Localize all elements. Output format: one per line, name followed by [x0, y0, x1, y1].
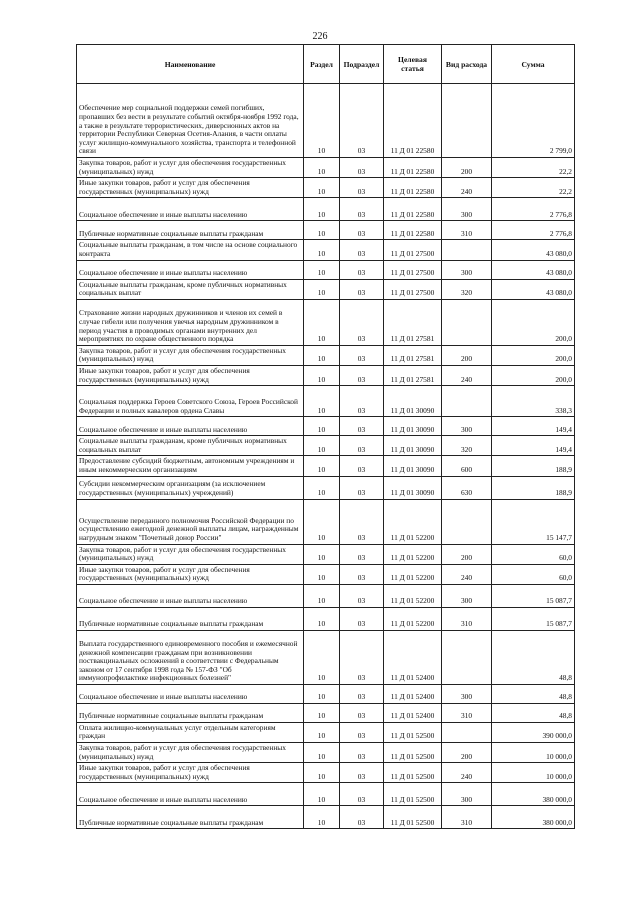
cell-name: Обеспечение мер социальной поддержки семей погибших, пропавших без вести в результате событий октября-ноября 1992 года, а также в результате террористических, диверсионных актов на территории Республики Северная Осетия-Алания, в части оплаты услуг жилищно-коммунального хозяйства, транспорта и телефонной связи: [77, 84, 304, 158]
cell-name: Публичные нормативные социальные выплаты гражданам: [77, 221, 304, 240]
cell-subsection: 03: [340, 345, 384, 365]
table-row: [77, 722, 575, 742]
table-row: [77, 456, 575, 476]
cell-subsection: 03: [340, 178, 384, 198]
cell-section: 10: [304, 345, 340, 365]
table-row: [77, 584, 575, 607]
cell-type: 240: [442, 564, 492, 584]
cell-section: 10: [304, 703, 340, 722]
table-row: [77, 158, 575, 178]
cell-section: 10: [304, 456, 340, 476]
header-name: Наименование: [77, 45, 304, 84]
cell-subsection: 03: [340, 564, 384, 584]
cell-article: 11 Д 01 52200: [384, 544, 442, 564]
cell-section: 10: [304, 763, 340, 783]
cell-article: 11 Д 01 27581: [384, 365, 442, 385]
cell-type: 240: [442, 178, 492, 198]
cell-article: 11 Д 01 30090: [384, 476, 442, 499]
cell-subsection: 03: [340, 499, 384, 544]
cell-type: 300: [442, 417, 492, 436]
cell-section: 10: [304, 417, 340, 436]
cell-name: Закупка товаров, работ и услуг для обеспечения государственных (муниципальных) нужд: [77, 544, 304, 564]
cell-sum: 15 147,7: [492, 499, 575, 544]
cell-sum: 10 000,0: [492, 743, 575, 763]
budget-table: [76, 44, 575, 829]
cell-section: 10: [304, 722, 340, 742]
cell-sum: 48,8: [492, 684, 575, 703]
table-row: [77, 630, 575, 684]
cell-section: 10: [304, 365, 340, 385]
cell-article: 11 Д 01 52200: [384, 499, 442, 544]
cell-type: 320: [442, 279, 492, 299]
cell-section: 10: [304, 607, 340, 630]
table-row: [77, 436, 575, 456]
table-row: [77, 386, 575, 417]
cell-sum: 15 087,7: [492, 607, 575, 630]
cell-subsection: 03: [340, 198, 384, 221]
cell-section: 10: [304, 544, 340, 564]
cell-subsection: 03: [340, 763, 384, 783]
cell-article: 11 Д 01 27500: [384, 279, 442, 299]
cell-name: Закупка товаров, работ и услуг для обеспечения государственных (муниципальных) нужд: [77, 743, 304, 763]
cell-article: 11 Д 01 30090: [384, 456, 442, 476]
cell-sum: 188,9: [492, 456, 575, 476]
page-number: 226: [312, 31, 328, 42]
cell-type: 200: [442, 158, 492, 178]
cell-sum: 380 000,0: [492, 806, 575, 829]
cell-name: Осуществление переданного полномочия Российской Федерации по осуществлению ежегодной денежной выплаты лицам, награжденным нагрудным знаком "Почетный донор России": [77, 499, 304, 544]
cell-sum: 60,0: [492, 544, 575, 564]
cell-article: 11 Д 01 22580: [384, 178, 442, 198]
cell-type: 300: [442, 684, 492, 703]
header-sum: Сумма: [492, 45, 575, 84]
cell-name: Страхование жизни народных дружинников и членов их семей в случае гибели или получения увечья народным дружинником в период участия в проводимых органами внутренних дел мероприятиях по охране общественного порядка: [77, 299, 304, 345]
cell-subsection: 03: [340, 221, 384, 240]
cell-subsection: 03: [340, 783, 384, 806]
cell-subsection: 03: [340, 240, 384, 260]
header-row: [77, 45, 575, 84]
cell-subsection: 03: [340, 158, 384, 178]
cell-name: Публичные нормативные социальные выплаты гражданам: [77, 806, 304, 829]
table-row: [77, 607, 575, 630]
cell-type: 300: [442, 584, 492, 607]
cell-sum: 2 776,8: [492, 198, 575, 221]
cell-name: Иные закупки товаров, работ и услуг для обеспечения государственных (муниципальных) нужд: [77, 564, 304, 584]
cell-sum: 149,4: [492, 417, 575, 436]
cell-article: 11 Д 01 27581: [384, 299, 442, 345]
cell-subsection: 03: [340, 456, 384, 476]
table-body: [77, 84, 575, 829]
cell-type: 600: [442, 456, 492, 476]
cell-name: Социальное обеспечение и иные выплаты населению: [77, 783, 304, 806]
cell-subsection: 03: [340, 417, 384, 436]
cell-article: 11 Д 01 52500: [384, 722, 442, 742]
table-row: [77, 417, 575, 436]
cell-name: Социальные выплаты гражданам, кроме публичных нормативных социальных выплат: [77, 436, 304, 456]
header-section: Раздел: [304, 45, 340, 84]
cell-type: 240: [442, 365, 492, 385]
cell-section: 10: [304, 743, 340, 763]
cell-sum: 22,2: [492, 178, 575, 198]
table-row: [77, 743, 575, 763]
cell-name: Иные закупки товаров, работ и услуг для обеспечения государственных (муниципальных) нужд: [77, 178, 304, 198]
table-row: [77, 198, 575, 221]
table-row: [77, 476, 575, 499]
cell-type: 200: [442, 345, 492, 365]
cell-section: 10: [304, 564, 340, 584]
cell-article: 11 Д 01 22580: [384, 221, 442, 240]
cell-name: Социальное обеспечение и иные выплаты населению: [77, 584, 304, 607]
cell-type: [442, 240, 492, 260]
cell-name: Публичные нормативные социальные выплаты гражданам: [77, 607, 304, 630]
cell-type: 300: [442, 260, 492, 279]
table-row: [77, 783, 575, 806]
cell-section: 10: [304, 84, 340, 158]
cell-subsection: 03: [340, 386, 384, 417]
cell-type: [442, 84, 492, 158]
cell-section: 10: [304, 806, 340, 829]
cell-sum: 48,8: [492, 703, 575, 722]
cell-section: 10: [304, 436, 340, 456]
cell-section: 10: [304, 260, 340, 279]
cell-subsection: 03: [340, 722, 384, 742]
cell-article: 11 Д 01 52400: [384, 703, 442, 722]
cell-section: 10: [304, 584, 340, 607]
table-row: [77, 703, 575, 722]
cell-name: Выплата государственного единовременного пособия и ежемесячной денежной компенсации гражданам при возникновении поствакцинальных осложнений в соответствии с Федеральным законом от 17 сентября 1998 года № 157-ФЗ "Об иммунопрофилактике инфекционных болезней": [77, 630, 304, 684]
cell-type: 630: [442, 476, 492, 499]
cell-subsection: 03: [340, 684, 384, 703]
cell-name: Социальная поддержка Героев Советского Союза, Героев Российской Федерации и полных кавалеров ордена Славы: [77, 386, 304, 417]
cell-subsection: 03: [340, 544, 384, 564]
cell-type: [442, 386, 492, 417]
table-row: [77, 684, 575, 703]
cell-sum: 2 776,8: [492, 221, 575, 240]
cell-article: 11 Д 01 22580: [384, 158, 442, 178]
cell-subsection: 03: [340, 260, 384, 279]
cell-type: 300: [442, 783, 492, 806]
cell-name: Иные закупки товаров, работ и услуг для обеспечения государственных (муниципальных) нужд: [77, 763, 304, 783]
cell-type: 310: [442, 221, 492, 240]
cell-subsection: 03: [340, 584, 384, 607]
cell-subsection: 03: [340, 84, 384, 158]
cell-type: [442, 722, 492, 742]
cell-subsection: 03: [340, 476, 384, 499]
cell-article: 11 Д 01 52200: [384, 584, 442, 607]
cell-section: 10: [304, 178, 340, 198]
cell-type: 200: [442, 544, 492, 564]
table-row: [77, 178, 575, 198]
cell-subsection: 03: [340, 607, 384, 630]
table-row: [77, 84, 575, 158]
cell-name: Оплата жилищно-коммунальных услуг отдельным категориям граждан: [77, 722, 304, 742]
cell-name: Социальное обеспечение и иные выплаты населению: [77, 260, 304, 279]
cell-section: 10: [304, 783, 340, 806]
cell-name: Социальное обеспечение и иные выплаты населению: [77, 417, 304, 436]
cell-article: 11 Д 01 52200: [384, 607, 442, 630]
cell-name: Иные закупки товаров, работ и услуг для обеспечения государственных (муниципальных) нужд: [77, 365, 304, 385]
cell-type: 310: [442, 607, 492, 630]
cell-type: 240: [442, 763, 492, 783]
table-row: [77, 221, 575, 240]
cell-section: 10: [304, 299, 340, 345]
cell-type: [442, 499, 492, 544]
table-row: [77, 260, 575, 279]
cell-sum: 338,3: [492, 386, 575, 417]
cell-article: 11 Д 01 52400: [384, 630, 442, 684]
cell-article: 11 Д 01 27581: [384, 345, 442, 365]
cell-section: 10: [304, 221, 340, 240]
table-row: [77, 345, 575, 365]
cell-subsection: 03: [340, 703, 384, 722]
table-row: [77, 365, 575, 385]
cell-sum: 15 087,7: [492, 584, 575, 607]
cell-type: [442, 299, 492, 345]
cell-sum: 200,0: [492, 345, 575, 365]
cell-article: 11 Д 01 52500: [384, 743, 442, 763]
table-row: [77, 806, 575, 829]
cell-article: 11 Д 01 22580: [384, 84, 442, 158]
header-subsection: Подраздел: [340, 45, 384, 84]
cell-sum: 10 000,0: [492, 763, 575, 783]
table-row: [77, 763, 575, 783]
cell-article: 11 Д 01 30090: [384, 386, 442, 417]
cell-name: Публичные нормативные социальные выплаты гражданам: [77, 703, 304, 722]
table-row: [77, 544, 575, 564]
table-row: [77, 299, 575, 345]
cell-type: 310: [442, 806, 492, 829]
cell-sum: 149,4: [492, 436, 575, 456]
table-row: [77, 499, 575, 544]
header-article: Целевая статья: [384, 45, 442, 84]
cell-section: 10: [304, 198, 340, 221]
cell-subsection: 03: [340, 630, 384, 684]
table-row: [77, 279, 575, 299]
cell-section: 10: [304, 386, 340, 417]
cell-article: 11 Д 01 52500: [384, 806, 442, 829]
cell-sum: 380 000,0: [492, 783, 575, 806]
cell-sum: 48,8: [492, 630, 575, 684]
cell-subsection: 03: [340, 299, 384, 345]
cell-article: 11 Д 01 22580: [384, 198, 442, 221]
cell-sum: 22,2: [492, 158, 575, 178]
cell-sum: 43 080,0: [492, 279, 575, 299]
cell-type: 300: [442, 198, 492, 221]
cell-article: 11 Д 01 30090: [384, 436, 442, 456]
cell-subsection: 03: [340, 279, 384, 299]
cell-section: 10: [304, 279, 340, 299]
cell-sum: 200,0: [492, 299, 575, 345]
cell-sum: 188,9: [492, 476, 575, 499]
cell-article: 11 Д 01 27500: [384, 260, 442, 279]
cell-section: 10: [304, 684, 340, 703]
cell-name: Социальные выплаты гражданам, кроме публичных нормативных социальных выплат: [77, 279, 304, 299]
cell-sum: 390 000,0: [492, 722, 575, 742]
cell-type: 200: [442, 743, 492, 763]
cell-article: 11 Д 01 52400: [384, 684, 442, 703]
cell-sum: 2 799,0: [492, 84, 575, 158]
table-row: [77, 240, 575, 260]
cell-name: Социальное обеспечение и иные выплаты населению: [77, 684, 304, 703]
cell-sum: 60,0: [492, 564, 575, 584]
cell-subsection: 03: [340, 365, 384, 385]
cell-sum: 43 080,0: [492, 260, 575, 279]
cell-sum: 200,0: [492, 365, 575, 385]
cell-subsection: 03: [340, 436, 384, 456]
cell-type: 320: [442, 436, 492, 456]
cell-name: Закупка товаров, работ и услуг для обеспечения государственных (муниципальных) нужд: [77, 158, 304, 178]
cell-name: Субсидии некоммерческим организациям (за исключением государственных (муниципальных) учреждений): [77, 476, 304, 499]
cell-article: 11 Д 01 30090: [384, 417, 442, 436]
cell-name: Закупка товаров, работ и услуг для обеспечения государственных (муниципальных) нужд: [77, 345, 304, 365]
cell-article: 11 Д 01 52200: [384, 564, 442, 584]
cell-name: Социальные выплаты гражданам, в том числе на основе социального контракта: [77, 240, 304, 260]
cell-name: Социальное обеспечение и иные выплаты населению: [77, 198, 304, 221]
cell-type: [442, 630, 492, 684]
cell-sum: 43 080,0: [492, 240, 575, 260]
header-type: Вид расхода: [442, 45, 492, 84]
cell-section: 10: [304, 630, 340, 684]
cell-section: 10: [304, 476, 340, 499]
cell-section: 10: [304, 240, 340, 260]
table-row: [77, 564, 575, 584]
cell-subsection: 03: [340, 806, 384, 829]
cell-type: 310: [442, 703, 492, 722]
cell-name: Предоставление субсидий бюджетным, автономным учреждениям и иным некоммерческим организациям: [77, 456, 304, 476]
cell-article: 11 Д 01 27500: [384, 240, 442, 260]
cell-article: 11 Д 01 52500: [384, 783, 442, 806]
cell-subsection: 03: [340, 743, 384, 763]
cell-section: 10: [304, 499, 340, 544]
table-header: [77, 45, 575, 84]
cell-article: 11 Д 01 52500: [384, 763, 442, 783]
cell-section: 10: [304, 158, 340, 178]
